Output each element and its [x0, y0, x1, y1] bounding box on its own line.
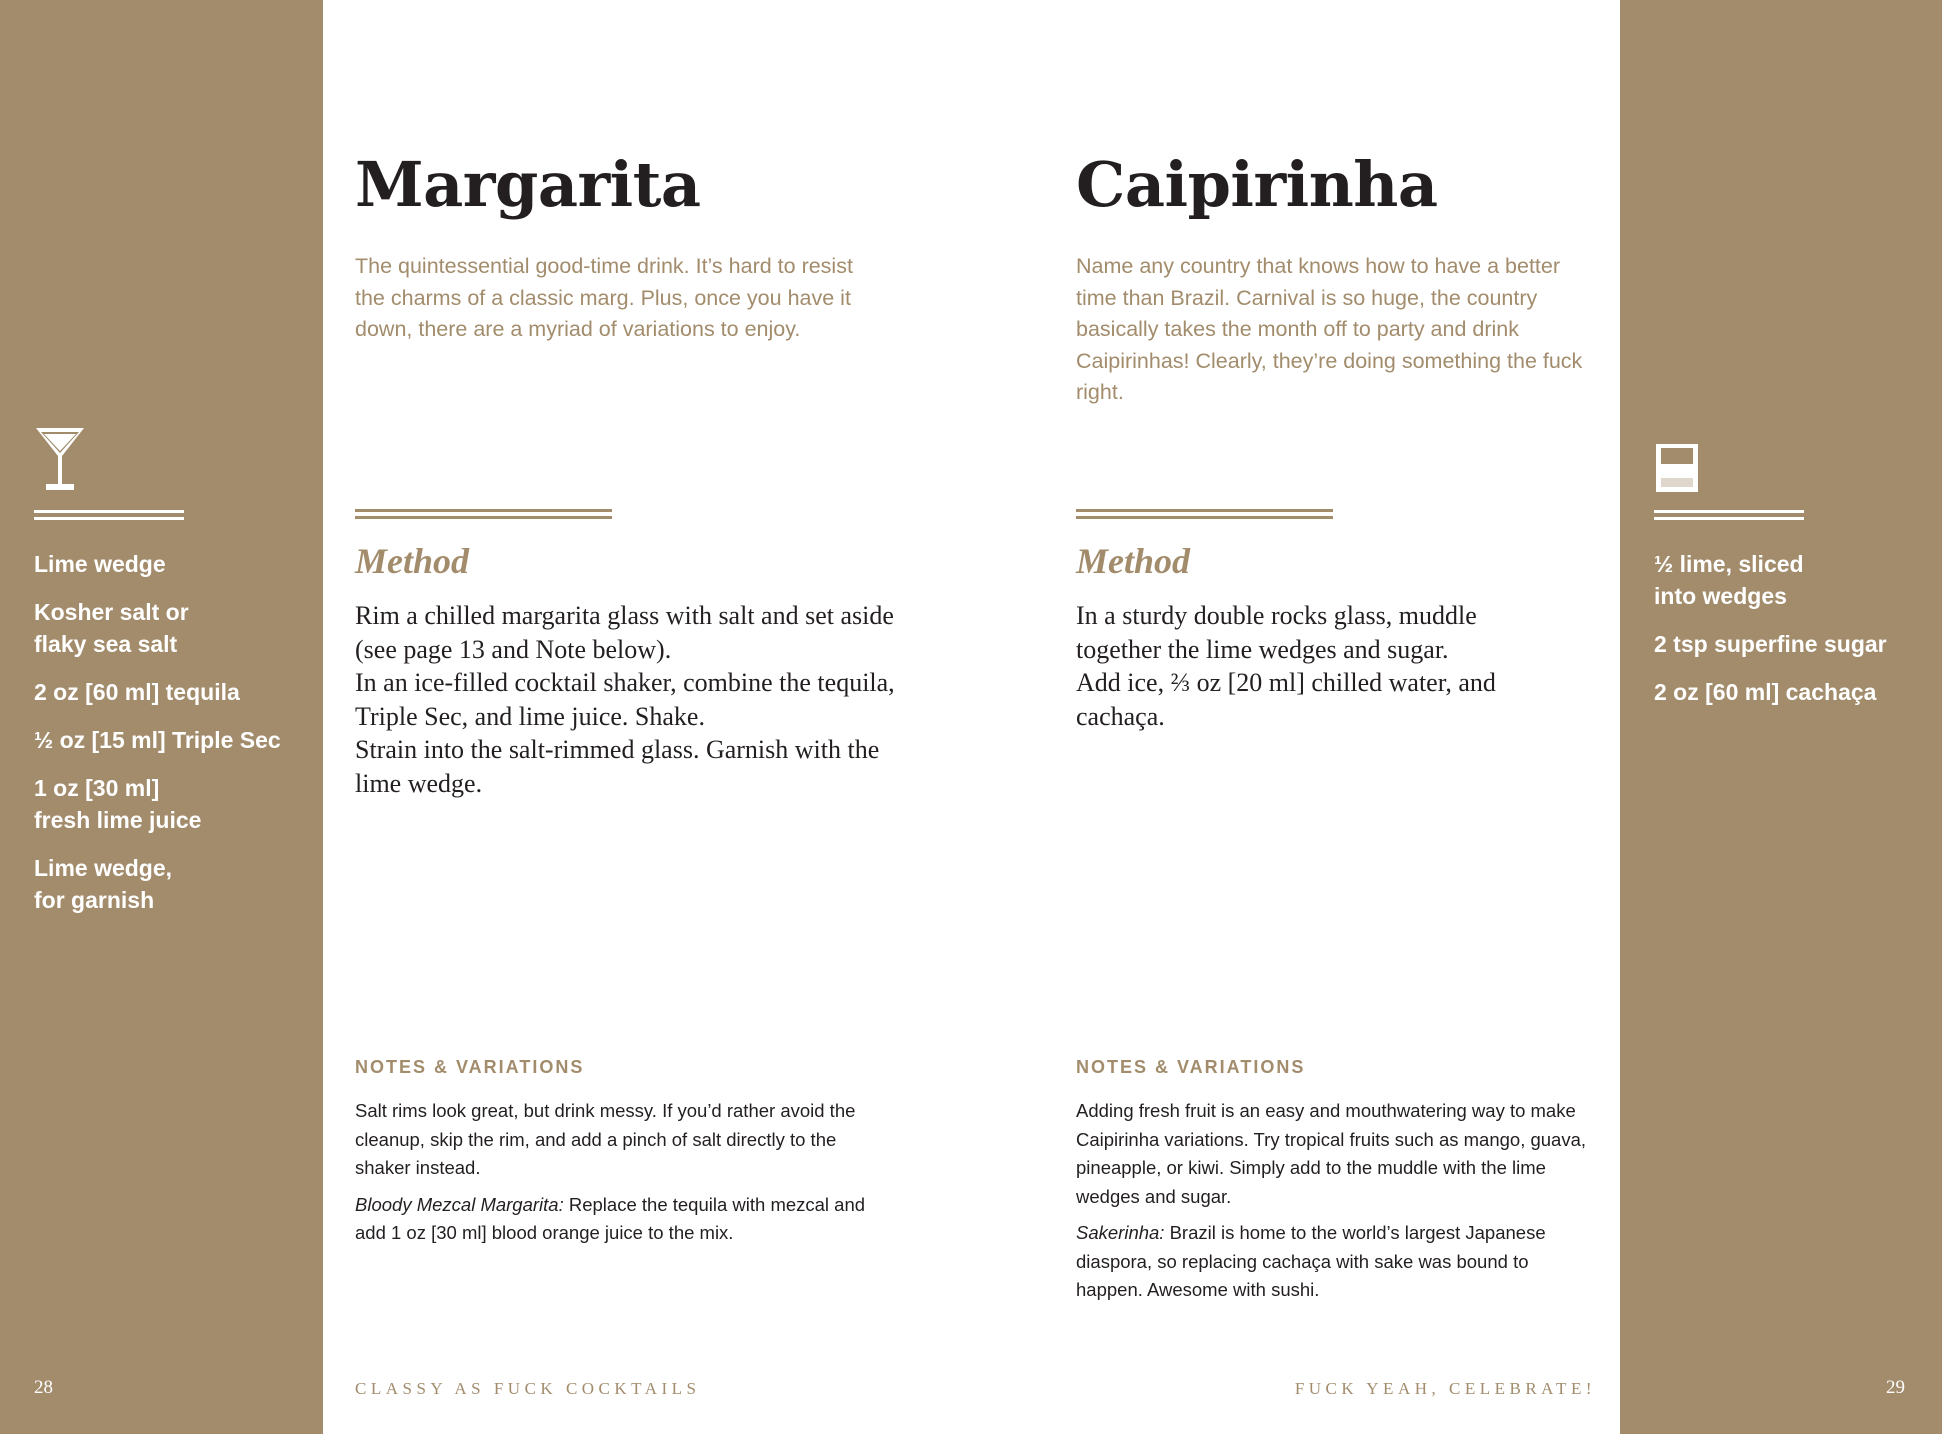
- note-paragraph: [355, 1097, 880, 1183]
- method-text: [355, 599, 895, 800]
- method-heading: Method: [355, 541, 470, 581]
- ingredient-item: 2 oz [60 ml] tequila: [34, 679, 240, 705]
- ingredient-item: 2 oz [60 ml] cachaça: [1654, 679, 1877, 705]
- notes-heading: NOTES & VARIATIONS: [1076, 1057, 1306, 1077]
- ingredient-item: ½ lime, sliced into wedges: [1654, 551, 1804, 609]
- method-divider: [1076, 509, 1333, 519]
- notes-and-variations: [355, 1097, 880, 1256]
- ingredient-item: Lime wedge: [34, 551, 166, 577]
- method-step: In an ice-filled cocktail shaker, combine the tequila, Triple Sec, and lime juice. Shake.: [355, 668, 895, 731]
- note-text: Replace the tequila with mezcal and add 1 oz [30 ml] blood orange juice to the mix.: [355, 1193, 866, 1243]
- recipe-intro: The quintessential good-time drink. It’s hard to resist the charms of a classic marg. Plus, once you have it down, there are a myriad of variations to enjoy.: [355, 254, 853, 341]
- recipe-title: Margarita: [355, 148, 701, 221]
- ingredient-list: [1654, 548, 1934, 724]
- variation-name: Sakerinha:: [1076, 1222, 1165, 1243]
- margarita-recipe: [355, 0, 915, 1434]
- right-ingredients-sidebar: [1620, 0, 1942, 1434]
- note-paragraph: [355, 1191, 880, 1248]
- page-number: 28: [34, 1377, 53, 1398]
- method-step: Add ice, ⅔ oz [20 ml] chilled water, and cachaça.: [1076, 668, 1496, 731]
- method-step: Strain into the salt-rimmed glass. Garnish with the lime wedge.: [355, 735, 880, 798]
- note-paragraph: [1076, 1097, 1591, 1211]
- running-head: CLASSY AS FUCK COCKTAILS: [355, 1379, 701, 1398]
- left-ingredients-sidebar: [0, 0, 323, 1434]
- note-paragraph: [1076, 1219, 1591, 1305]
- margarita-glass-icon: [34, 426, 86, 499]
- ingredient-item: Lime wedge, for garnish: [34, 855, 173, 913]
- ingredient-item: 2 tsp superfine sugar: [1654, 631, 1887, 657]
- note-text: Adding fresh fruit is an easy and mouthwatering way to make Caipirinha variations. Try tropical fruits such as mango, guava, pineapple, or kiwi. Simply add to the muddle with the lime wedges and sugar.: [1076, 1100, 1587, 1207]
- ingredients-divider: [34, 510, 184, 520]
- ingredient-item: ½ oz [15 ml] Triple Sec: [34, 727, 281, 753]
- ingredient-item: 1 oz [30 ml] fresh lime juice: [34, 775, 202, 833]
- recipe-title: Caipirinha: [1076, 148, 1438, 221]
- method-step: Rim a chilled margarita glass with salt and set aside (see page 13 and Note below).: [355, 601, 894, 664]
- method-text: [1076, 599, 1546, 733]
- notes-and-variations: [1076, 1097, 1591, 1313]
- notes-heading: NOTES & VARIATIONS: [355, 1057, 585, 1077]
- running-head: FUCK YEAH, CELEBRATE!: [1294, 1379, 1596, 1398]
- method-heading: Method: [1076, 541, 1191, 581]
- ingredient-item: Kosher salt or flaky sea salt: [34, 599, 189, 657]
- caipirinha-recipe: [1076, 0, 1596, 1434]
- rocks-glass-icon: [1654, 442, 1700, 499]
- ingredient-list: [34, 548, 314, 932]
- note-text: Brazil is home to the world’s largest Japanese diaspora, so replacing cachaça with sake was bound to happen. Awesome with sushi.: [1076, 1222, 1546, 1300]
- page-number: 29: [1886, 1377, 1905, 1398]
- note-text: Salt rims look great, but drink messy. If you’d rather avoid the cleanup, skip the rim, and add a pinch of salt directly to the shaker instead.: [355, 1100, 856, 1178]
- variation-name: Bloody Mezcal Margarita:: [355, 1193, 564, 1215]
- recipe-intro: Name any country that knows how to have a better time than Brazil. Carnival is so huge, the country basically takes the month off to party and drink Caipirinhas! Clearly, they’re doing something the fuck right.: [1076, 254, 1583, 404]
- method-step: In a sturdy double rocks glass, muddle together the lime wedges and sugar.: [1076, 601, 1477, 664]
- ingredients-divider: [1654, 510, 1804, 520]
- method-divider: [355, 509, 612, 519]
